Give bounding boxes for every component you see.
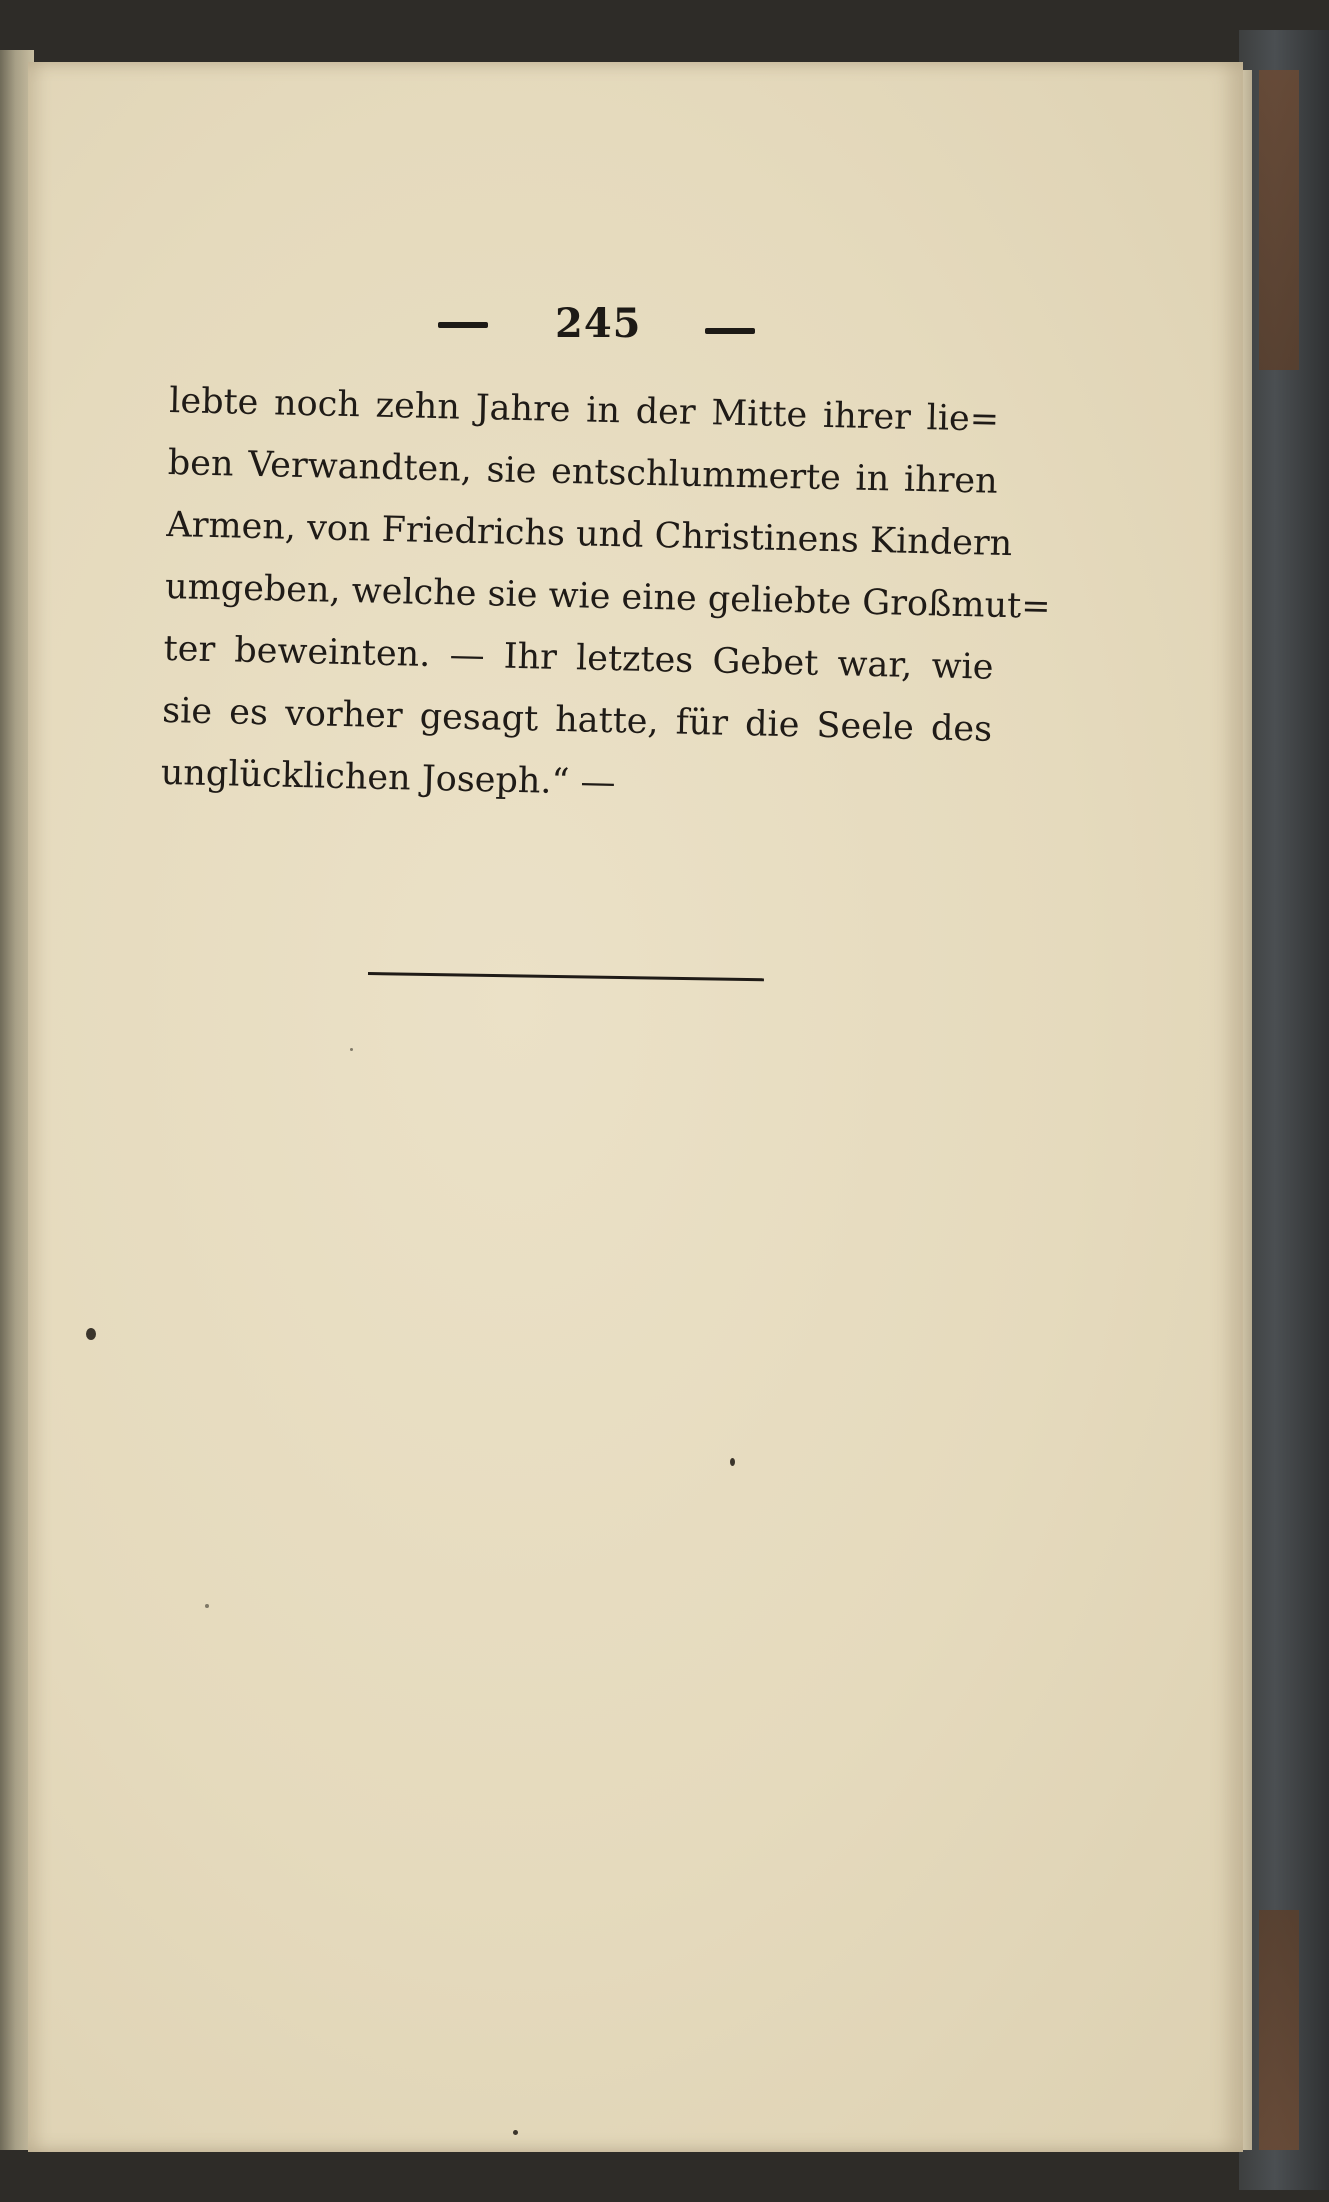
text-line: umgeben, welche sie wie eine geliebte Großmut= [164,566,1051,628]
paper-spot [205,1604,209,1608]
header-dash-right [705,328,755,334]
cover-leather-corner-top [1259,70,1299,370]
text-line: lebte noch zehn Jahre in der Mitte ihrer lie= [168,380,1000,440]
running-header [420,300,780,350]
cover-leather-corner-bottom [1259,1910,1299,2150]
paper-spot [350,1048,353,1051]
text-line: unglücklichen Joseph.“ — [160,752,617,804]
paper-spot [86,1328,96,1340]
book-cover [1239,30,1329,2190]
text-line: sie es vorher gesagt hatte, für die Seele des [161,690,993,750]
header-dash-left [438,322,488,328]
text-line: ben Verwandten, sie entschlummerte in ihren [167,442,999,502]
text-line: Armen, von Friedrichs und Christinens Kindern [166,504,1013,565]
paper-spot [513,2130,518,2135]
paper-spot [730,1458,735,1466]
page-number: 245 [555,300,642,347]
text-line: ter beweinten. — Ihr letztes Gebet war, wie [163,628,994,688]
page-body-text [160,370,1051,823]
